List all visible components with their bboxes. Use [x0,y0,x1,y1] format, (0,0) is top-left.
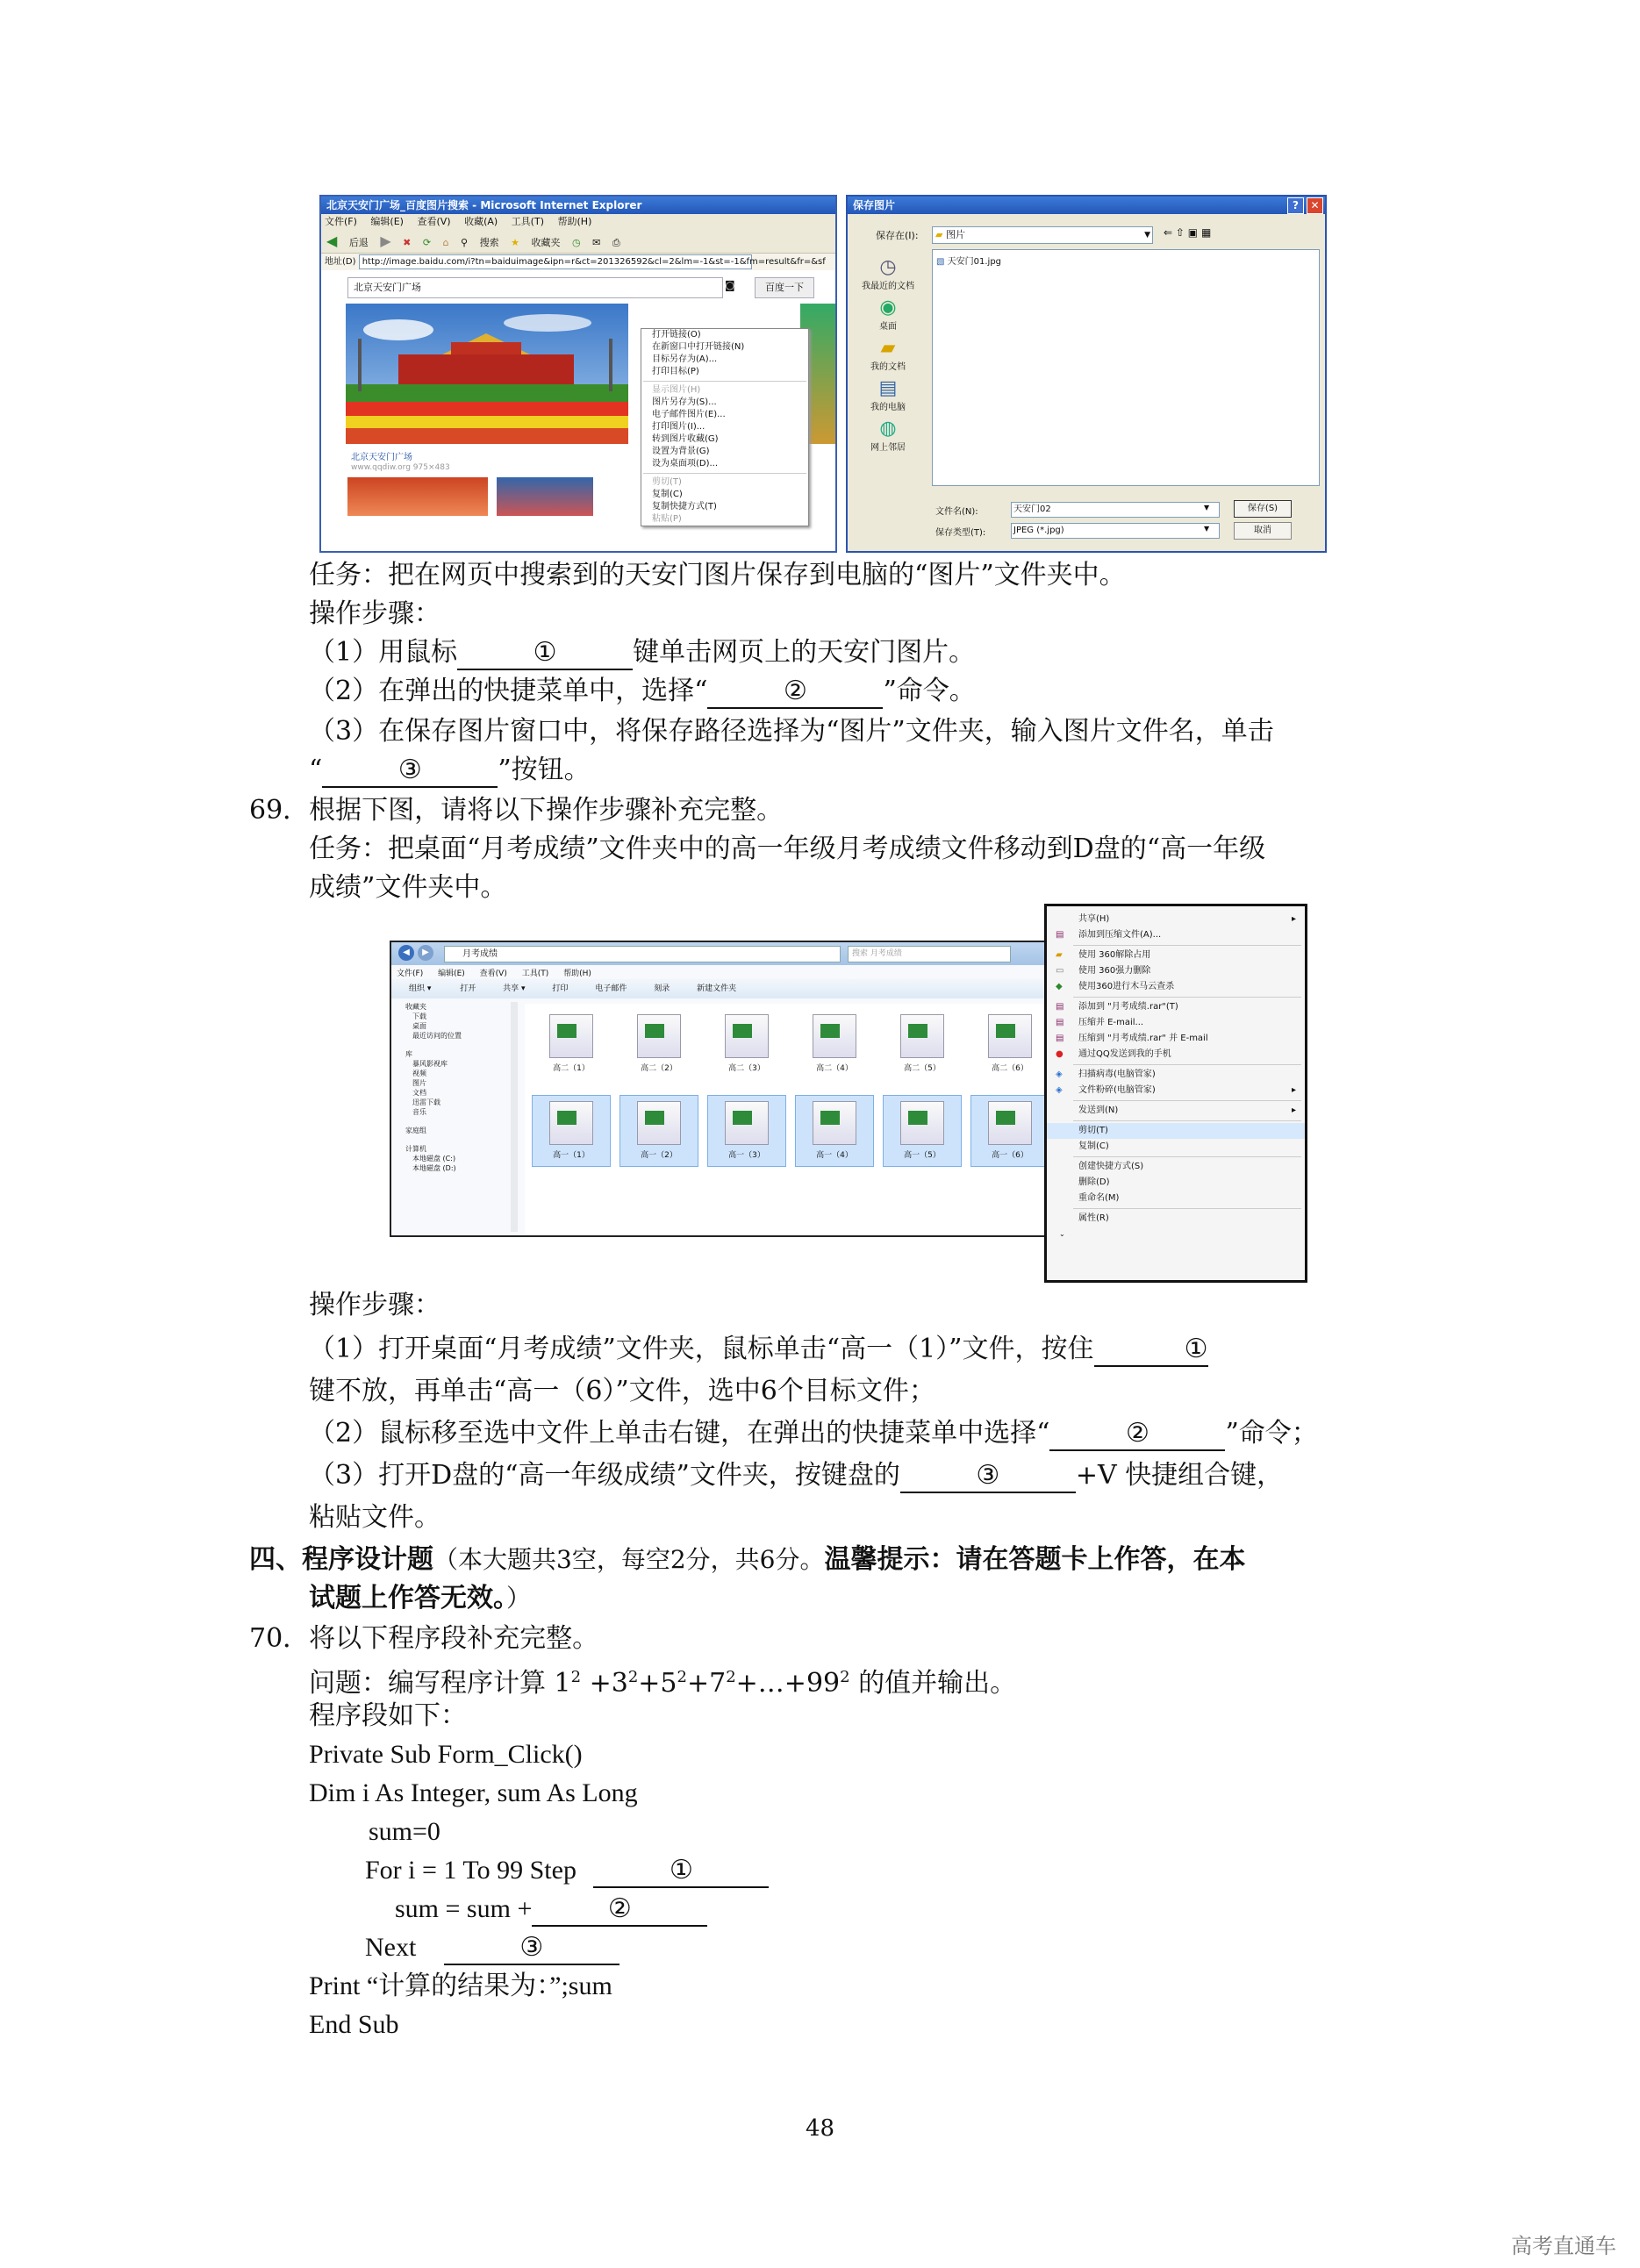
favorites-star-icon[interactable]: ★ [511,237,519,248]
q70-problem-b: +3 [581,1668,628,1699]
code-line-4 [365,1851,769,1890]
section-4-warn-cont: 试题上作答无效。 [309,1583,506,1613]
ctx2-add-archive[interactable] [1047,927,1305,943]
explorer-menu-bar [397,967,591,978]
explorer-title-bar [391,942,1055,965]
excel-file-icon [549,1101,593,1145]
ctx-show-picture[interactable]: 显示图片(H) [652,385,701,395]
explorer-menu-view[interactable]: 查看(V) [479,969,507,978]
network-icon: ◍ [879,418,897,440]
ctx2-share[interactable] [1047,912,1305,927]
q68-step3-cont [309,751,591,790]
close-icon[interactable]: ✕ [1307,197,1323,214]
excel-file-icon [725,1101,769,1145]
back-icon[interactable]: ◀ [398,945,414,961]
q70-sup: 2 [627,1668,639,1686]
excel-file-icon [988,1014,1032,1058]
ctx2-add-rar-label: 添加到 "月考成绩.rar"(T) [1078,1002,1178,1012]
save-picture-dialog [846,195,1327,553]
tiananmen-image[interactable] [346,304,628,444]
ie-menu-help[interactable]: 帮助(H) [557,216,592,227]
ctx2-compress-rar-email[interactable] [1047,1031,1305,1047]
excel-file-icon [900,1014,944,1058]
page-number: 48 [806,2115,835,2142]
recent-docs-icon: ◷ [879,256,897,278]
ctx2-scan-virus-label: 扫描病毒(电脑管家) [1078,1070,1156,1079]
filename-dropdown-icon[interactable]: ▼ [1204,504,1210,512]
ctx2-scan-virus[interactable] [1047,1067,1305,1083]
ctx2-cut[interactable]: 剪切(T) [1047,1123,1305,1139]
ctx2-add-rar[interactable] [1047,999,1305,1015]
my-computer-icon: ▤ [878,377,898,399]
ctx2-shred[interactable] [1047,1083,1305,1098]
file-label: 高一（4） [816,1151,853,1160]
nav-xunlei[interactable]: 迅雷下载 [412,1098,440,1106]
q68-step2 [309,672,976,711]
ie-menu-favorites[interactable]: 收藏(A) [464,216,498,227]
save-button[interactable]: 保存(S) [1234,500,1292,518]
q70-problem-a: 问题：编写程序计算 1 [309,1668,571,1699]
search-icon[interactable]: ⚲ [461,237,469,248]
home-icon[interactable]: ⌂ [442,237,449,248]
nav-scrollbar[interactable] [511,1002,518,1232]
ctx-copy-shortcut[interactable]: 复制快捷方式(T) [652,502,717,512]
place-recent-label: 我最近的文档 [862,282,914,291]
ctx2-send-to[interactable] [1047,1103,1305,1119]
place-mycomputer[interactable] [851,377,925,412]
360-icon: ▰ [1056,950,1063,960]
place-recent[interactable] [851,256,925,291]
excel-file-icon [637,1101,681,1145]
back-arrow-icon[interactable]: ◀ [326,233,338,249]
ctx-email-picture[interactable]: 电子邮件图片(E)... [652,410,726,419]
nav-recent[interactable]: 最近访问的位置 [412,1032,462,1040]
file-label: 高二（1） [553,1064,590,1073]
desktop-icon: ◉ [879,297,897,318]
baidu-search-button[interactable]: 百度一下 [755,277,814,298]
file-gao2-2[interactable] [619,1009,698,1073]
file-list[interactable] [932,249,1320,486]
ctx2-add-archive-label: 添加到压缩文件(A)... [1078,930,1162,940]
navigation-pane [395,1002,509,1232]
share-button[interactable]: 共享 ▾ [503,984,526,993]
address-bar [321,254,835,271]
nav-pictures[interactable]: 图片 [412,1079,426,1087]
archive-icon: ▤ [1056,1002,1064,1012]
file-grid [525,1004,1055,1234]
excel-file-icon [549,1014,593,1058]
print-button[interactable]: 打印 [552,984,569,993]
file-label: 高一（1） [553,1151,590,1160]
ctx-goto-pictures[interactable]: 转到图片收藏(G) [652,434,719,444]
dialog-nav-icons [1164,226,1211,239]
filename-label: 文件名(N): [935,507,978,517]
code-line-3: sum=0 [369,1817,440,1846]
q68-step1-c: 键单击网页上的天安门图片。 [633,637,976,668]
file-gao2-5[interactable] [883,1009,962,1073]
q69-title: 69．根据下图，请将以下操作步骤补充完整。 [249,795,784,826]
excel-file-icon [813,1014,856,1058]
file-gao2-4[interactable] [795,1009,874,1073]
q69-blank-1[interactable]: ① [1094,1334,1208,1367]
ctx2-send-to-label: 发送到(N) [1078,1105,1119,1115]
ctx-set-background[interactable]: 设置为背景(G) [652,447,710,456]
q69-step3-cont: 粘贴文件。 [309,1502,440,1533]
chevron-down-icon[interactable]: ▼ [1144,231,1150,240]
save-in-value: 图片 [945,229,965,240]
back-icon[interactable]: ⇐ [1164,226,1173,239]
code-line-7: Print “计算的结果为：”;sum [309,1971,612,2000]
file-gao1-5[interactable] [883,1095,962,1167]
explorer-path-bar[interactable] [444,946,841,962]
save-dialog-title: 保存图片 [853,199,896,211]
ctx2-360-unlock-label: 使用 360解除占用 [1078,950,1151,960]
ctx2-share-label: 共享(H) [1078,914,1110,924]
mail-icon[interactable]: ✉ [592,237,601,248]
nav-drive-d[interactable]: 本地磁盘 (D:) [412,1164,456,1172]
explorer-toolbar [391,979,1055,998]
ctx2-qq-send[interactable] [1047,1047,1305,1062]
ctx2-compress-email[interactable] [1047,1015,1305,1031]
q70-code-label: 程序段如下： [309,1700,467,1731]
section-4-title: 四、程序设计题 [249,1544,433,1575]
q69-steps-label: 操作步骤： [309,1290,440,1320]
place-mydocs-label: 我的文档 [870,362,906,372]
camera-icon[interactable]: ◙ [725,279,735,291]
file-gao2-3[interactable] [707,1009,786,1073]
section-4-header-cont [309,1579,531,1618]
explorer-menu-edit[interactable]: 编辑(E) [438,969,465,978]
q68-step3-d: ”按钮。 [498,755,591,785]
q69-step2-a: （2）鼠标移至选中文件上单击右键，在弹出的快捷菜单中选择“ [309,1418,1050,1449]
q69-step1 [309,1330,1208,1369]
ctx2-create-shortcut[interactable]: 创建快捷方式(S) [1078,1162,1144,1171]
ctx-save-target[interactable]: 目标另存为(A)... [652,354,718,364]
q70-blank-1[interactable]: ① [593,1855,769,1888]
ctx2-separator [1073,1156,1301,1157]
ctx2-separator [1073,945,1301,946]
image-caption[interactable]: 北京天安门广场 [351,453,412,462]
code-line-8: End Sub [309,2010,399,2039]
ctx-print-target[interactable]: 打印目标(P) [652,367,699,376]
ctx2-360-delete[interactable] [1047,963,1305,979]
ctx2-360-scan-label: 使用360进行木马云查杀 [1078,982,1175,991]
nav-desktop[interactable]: 桌面 [412,1022,426,1030]
new-folder-icon[interactable]: ▣ [1187,226,1199,239]
up-folder-icon[interactable]: ⇧ [1175,226,1185,239]
ctx2-separator [1073,1208,1301,1209]
file-gao1-4[interactable] [795,1095,874,1167]
ctx2-shred-label: 文件粉碎(电脑管家) [1078,1085,1156,1095]
nav-drive-c[interactable]: 本地磁盘 (C:) [412,1155,456,1163]
ie-menu-file[interactable]: 文件(F) [325,216,357,227]
ie-toolbar [321,230,835,254]
my-documents-icon: ▰ [880,337,896,359]
nav-homegroup[interactable]: 家庭组 [405,1127,426,1134]
ie-context-menu [641,328,809,526]
q70-problem-e: +…+99 [735,1668,841,1699]
filetype-dropdown-icon[interactable]: ▼ [1204,525,1210,533]
excel-file-icon [988,1101,1032,1145]
nav-downloads[interactable]: 下载 [412,1012,426,1020]
explorer-search-input[interactable]: 搜索 月考成绩 [848,946,1011,962]
ctx2-delete[interactable]: 删除(D) [1078,1177,1110,1187]
save-in-select[interactable] [932,226,1153,244]
ctx-set-desktop-item[interactable]: 设为桌面项(D)... [652,459,719,469]
q68-step1-a: （1）用鼠标 [309,637,458,668]
q70-blank-2[interactable]: ② [532,1893,707,1927]
nav-documents[interactable]: 文档 [412,1089,426,1097]
q68-blank-2[interactable]: ② [707,676,883,709]
save-dialog-title-bar [848,197,1325,214]
burn-button[interactable]: 刻录 [654,984,670,993]
thumbnail-left[interactable] [347,477,488,516]
submenu-arrow-icon: ▸ [1291,914,1296,924]
ctx-cut[interactable]: 剪切(T) [652,477,682,487]
ctx2-copy[interactable]: 复制(C) [1078,1141,1109,1151]
place-mycomputer-label: 我的电脑 [870,403,906,412]
back-button[interactable]: 后退 [348,237,369,248]
email-button[interactable]: 电子邮件 [595,984,627,993]
q69-step2-c: ”命令； [1225,1418,1318,1449]
jpg-file-icon: ▧ [936,257,945,267]
ctx-open-link[interactable]: 打开链接(O) [652,330,701,340]
q70-problem-d: +7 [686,1668,727,1699]
submenu-arrow-icon: ▸ [1291,1085,1296,1095]
code-line-5 [395,1890,707,1928]
place-network-label: 网上邻居 [870,443,906,453]
q70-title: 70．将以下程序段补充完整。 [249,1623,599,1654]
baidu-search-input[interactable]: 北京天安门广场 [347,277,723,298]
ie-menu-edit[interactable]: 编辑(E) [370,216,404,227]
place-desktop-label: 桌面 [879,322,897,332]
places-bar [851,251,925,470]
file-gao2-1[interactable] [532,1009,611,1073]
file-label: 高一（6） [992,1151,1028,1160]
nav-computer[interactable]: 计算机 [405,1145,426,1153]
file-item[interactable] [936,254,1319,267]
file-gao1-3[interactable] [707,1095,786,1167]
ctx2-compress-email-label: 压缩并 E-mail... [1078,1018,1144,1027]
file-item-name: 天安门01.jpg [947,257,1002,267]
watermark: 高考直通车 [1511,2234,1616,2258]
code-sum-statement: sum = sum + [395,1894,533,1923]
q69-step1-cont: 键不放，再单击“高一（6）”文件，选中6个目标文件； [309,1376,935,1406]
filetype-label: 保存类型(T): [935,528,986,538]
q68-step3: （3）在保存图片窗口中，将保存路径选择为“图片”文件夹，输入图片文件名，单击 [309,716,1274,747]
q69-task-1: 任务：把桌面“月考成绩”文件夹中的高一年级月考成绩文件移动到D盘的“高一年级 [309,834,1266,864]
q69-step1-a: （1）打开桌面“月考成绩”文件夹，鼠标单击“高一（1）”文件，按住 [309,1334,1094,1364]
q70-problem-f: 的值并输出。 [849,1668,1017,1699]
address-input[interactable]: http://image.baidu.com/i?tn=baiduimage&ipn=r&ct=201326592&cl=2&lm=-1&st=-1&fm=result&fr=&sf [359,254,752,269]
excel-file-icon [725,1014,769,1058]
ctx2-360-delete-label: 使用 360强力删除 [1078,966,1151,976]
code-next-statement: Next [365,1933,417,1962]
ie-menu-bar [321,214,835,230]
file-label: 高一（2） [641,1151,677,1160]
q70-sup: 2 [677,1668,687,1686]
ctx2-qq-send-label: 通过QQ发送到我的手机 [1078,1049,1171,1059]
save-in-label: 保存在(I): [876,230,919,241]
ie-menu-view[interactable]: 查看(V) [417,216,451,227]
explorer-context-menu [1044,904,1307,1283]
file-gao1-1[interactable] [532,1095,611,1167]
q68-step1 [309,633,975,672]
ctx-save-picture-as[interactable]: 图片另存为(S)... [652,397,717,407]
file-gao2-6[interactable] [970,1009,1049,1073]
q70-sup: 2 [726,1668,736,1686]
stop-icon[interactable]: ✖ [403,237,412,248]
q69-step3 [309,1456,1283,1495]
pcmanager-icon: ◈ [1056,1070,1063,1079]
file-label: 高二（5） [904,1064,941,1073]
ie-title-bar: 北京天安门广场_百度图片搜索 - Microsoft Internet Explorer [321,197,835,214]
section-4-close: ） [506,1584,532,1613]
thumbnail-right[interactable] [497,477,593,516]
place-network[interactable] [851,418,925,453]
code-for-statement: For i = 1 To 99 Step [365,1856,577,1885]
ctx2-properties[interactable]: 属性(R) [1078,1213,1109,1223]
ctx-separator [643,381,806,382]
q68-blank-3[interactable]: ③ [322,755,498,788]
q69-step2 [309,1414,1318,1453]
code-line-2: Dim i As Integer, sum As Long [309,1778,638,1807]
image-caption-sub: www.qqdiw.org 975×483 [351,463,450,472]
section-4-warn: 温馨提示：请在答题卡上作答，在本 [824,1544,1246,1575]
ctx-copy[interactable]: 复制(C) [652,490,683,499]
open-button[interactable]: 打开 [460,984,476,993]
excel-file-icon [637,1014,681,1058]
path-value: 月考成绩 [462,949,498,959]
ie-window [319,195,837,553]
nav-music[interactable]: 音乐 [412,1108,426,1116]
nav-videos[interactable]: 视频 [412,1070,426,1077]
file-label: 高二（6） [992,1064,1028,1073]
q68-blank-1[interactable]: ① [457,637,633,670]
place-mydocs[interactable] [851,337,925,372]
q68-steps-label: 操作步骤： [309,598,440,629]
print-icon[interactable]: ⎙ [612,237,620,248]
pcmanager-icon: ◈ [1056,1085,1063,1095]
q68-step2-a: （2）在弹出的快捷菜单中，选择“ [309,676,708,706]
file-label: 高二（4） [816,1064,853,1073]
file-label: 高一（5） [904,1151,941,1160]
file-label: 高一（3） [728,1151,765,1160]
explorer-menu-help[interactable]: 帮助(H) [563,969,591,978]
nav-libraries[interactable]: 库 [405,1050,412,1058]
history-icon[interactable]: ◷ [571,237,581,248]
excel-file-icon [900,1101,944,1145]
shield-icon: ◆ [1056,982,1063,991]
ctx2-separator [1073,1100,1301,1101]
place-desktop[interactable] [851,297,925,332]
file-label: 高二（2） [641,1064,677,1073]
new-folder-button[interactable]: 新建文件夹 [697,984,737,993]
favorites-button[interactable]: 收藏夹 [531,237,561,248]
ctx2-separator [1073,1064,1301,1065]
refresh-icon[interactable]: ⟳ [422,237,432,248]
ctx2-compress-rar-email-label: 压缩到 "月考成绩.rar" 并 E-mail [1078,1034,1208,1043]
q69-blank-3[interactable]: ③ [900,1460,1076,1493]
organize-button[interactable]: 组织 ▾ [409,984,432,993]
file-gao1-6[interactable] [970,1095,1049,1167]
q68-step2-c: ”命令。 [883,676,976,706]
archive-icon: ▤ [1056,930,1064,940]
archive-icon: ▤ [1056,1018,1064,1027]
ctx-separator [643,473,806,474]
archive-icon: ▤ [1056,1034,1064,1043]
address-label: 地址(D) [325,257,356,267]
file-gao1-2[interactable] [619,1095,698,1167]
ctx-paste[interactable]: 粘贴(P) [652,514,682,524]
filetype-select[interactable]: JPEG (*.jpg) [1011,523,1220,539]
forward-icon[interactable]: ▶ [418,945,433,961]
ctx2-separator [1073,997,1301,998]
nav-favorites[interactable]: 收藏夹 [405,1003,426,1011]
ctx2-360-scan[interactable] [1047,979,1305,995]
q68-step3-quote: “ [309,755,323,785]
view-menu-icon[interactable]: ▦ [1200,226,1212,239]
section-4-note: （本大题共3空，每空2分，共6分。 [433,1545,825,1574]
explorer-menu-file[interactable]: 文件(F) [397,969,424,978]
ctx2-rename[interactable]: 重命名(M) [1078,1193,1120,1203]
q69-step3-a: （3）打开D盘的“高一年级成绩”文件夹，按键盘的 [309,1460,900,1491]
ctx2-360-unlock[interactable] [1047,948,1305,963]
ctx2-separator [1073,1120,1301,1121]
explorer-window [390,941,1056,1237]
folder-icon: ▰ [935,229,943,240]
filename-input[interactable]: 天安门02 [1011,502,1220,518]
q70-sup: 2 [570,1668,582,1686]
search-button[interactable]: 搜索 [479,237,499,248]
cancel-button[interactable]: 取消 [1234,522,1292,540]
ie-menu-tools[interactable]: 工具(T) [511,216,544,227]
submenu-arrow-icon: ▸ [1291,1105,1296,1115]
ctx-print-picture[interactable]: 打印图片(I)... [652,422,705,432]
q69-step3-c: +V 快捷组合键， [1075,1460,1284,1491]
q70-blank-3[interactable]: ③ [444,1932,619,1965]
excel-file-icon [813,1101,856,1145]
code-line-1: Private Sub Form_Click() [309,1740,583,1769]
ctx2-expand-chevron-icon[interactable]: ⌄ [1059,1230,1065,1238]
q70-problem-c: +5 [638,1668,677,1699]
q69-task-2: 成绩”文件夹中。 [309,872,507,903]
qq-icon: ● [1056,1049,1063,1059]
q69-blank-2[interactable]: ② [1049,1418,1225,1451]
section-4-header [249,1541,1245,1579]
file-label: 高二（3） [728,1064,765,1073]
forward-arrow-icon[interactable]: ▶ [380,233,391,249]
ctx-open-new-window[interactable]: 在新窗口中打开链接(N) [652,342,745,352]
code-line-6 [365,1928,619,1967]
explorer-menu-tools[interactable]: 工具(T) [521,969,549,978]
q70-sup: 2 [840,1668,850,1686]
trash-icon: ▭ [1056,966,1064,976]
nav-baofeng[interactable]: 暴风影视库 [412,1060,448,1068]
q68-task: 任务：把在网页中搜索到的天安门图片保存到电脑的“图片”文件夹中。 [309,560,1126,590]
help-icon[interactable]: ? [1287,197,1304,214]
